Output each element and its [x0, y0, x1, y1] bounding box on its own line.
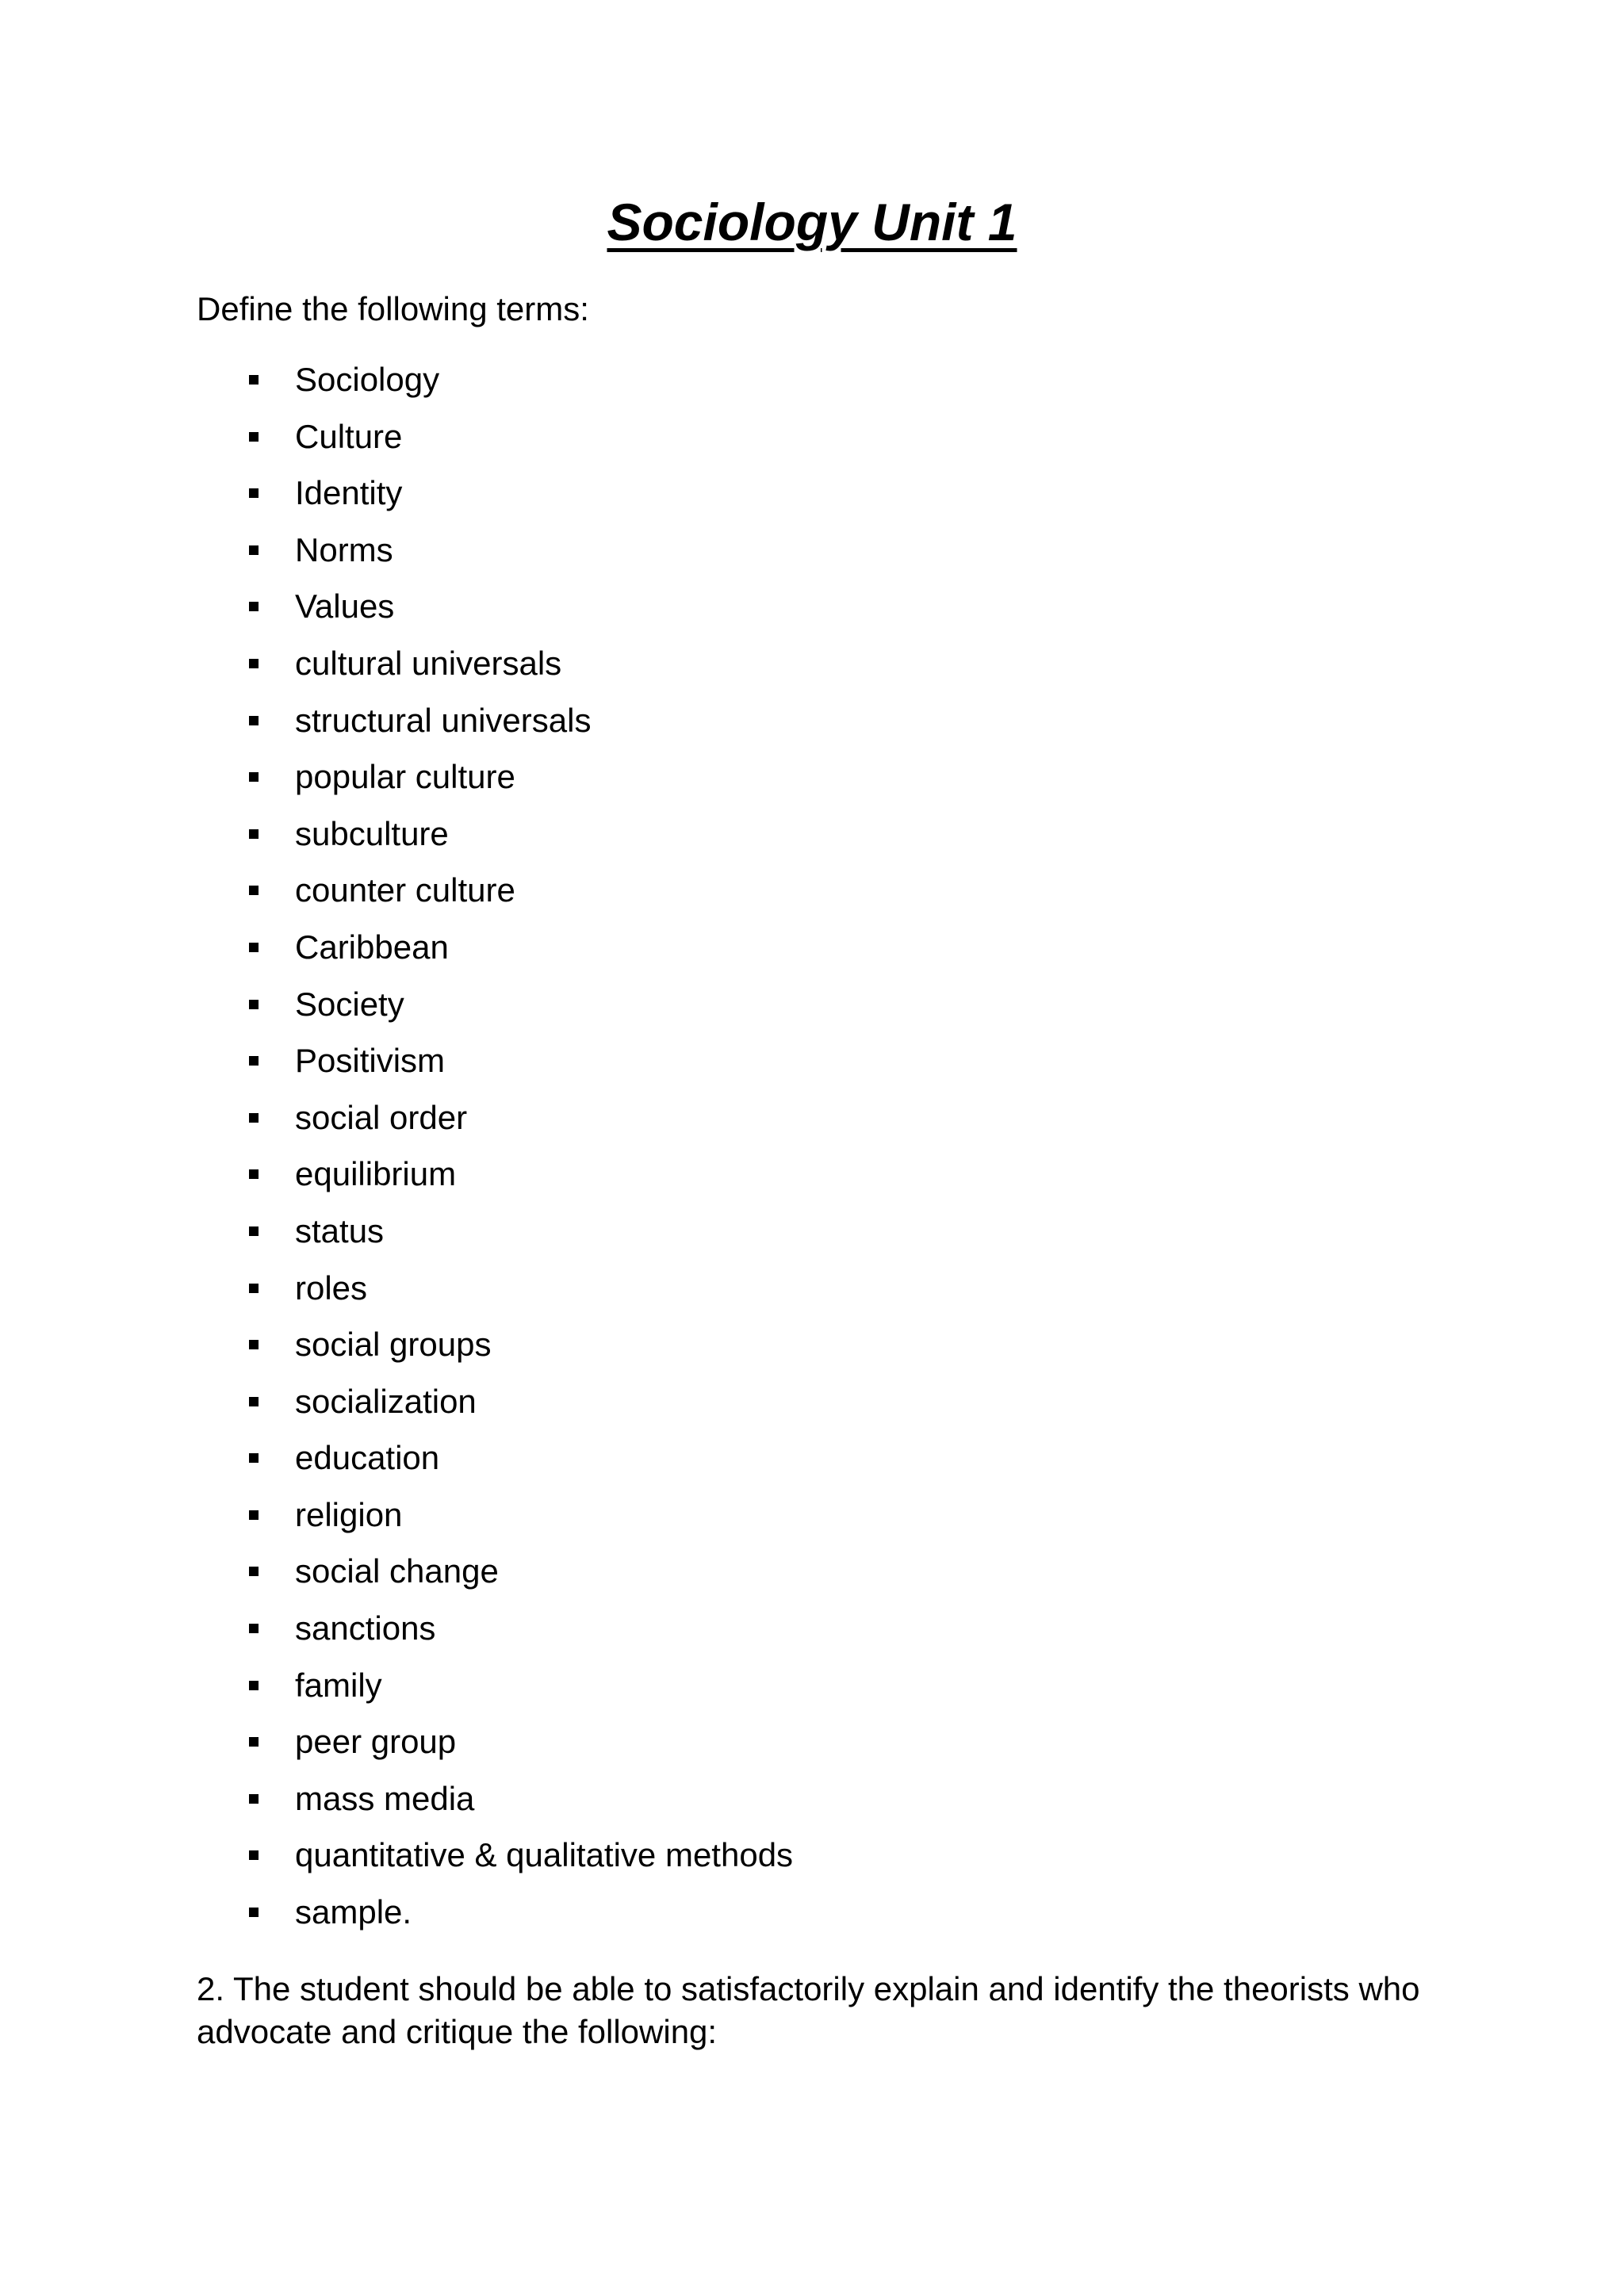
term-list-item — [0, 1890, 1624, 1947]
term-label: Positivism — [295, 1042, 446, 1080]
term-label: social change — [295, 1552, 499, 1590]
term-list-item — [0, 1720, 1624, 1777]
square-bullet-icon — [249, 886, 259, 895]
term-label: subculture — [295, 814, 449, 852]
square-bullet-icon — [249, 1284, 259, 1293]
term-list-item — [0, 1833, 1624, 1890]
term-list-item — [0, 358, 1624, 415]
square-bullet-icon — [249, 375, 259, 385]
term-list-item — [0, 755, 1624, 812]
term-label: social order — [295, 1098, 468, 1136]
term-label: cultural universals — [295, 644, 562, 682]
square-bullet-icon — [249, 943, 259, 952]
square-bullet-icon — [249, 432, 259, 442]
term-list-item — [0, 868, 1624, 925]
square-bullet-icon — [249, 1056, 259, 1066]
term-list-item — [0, 1493, 1624, 1550]
term-list-item — [0, 982, 1624, 1039]
square-bullet-icon — [249, 1113, 259, 1123]
term-label: Caribbean — [295, 928, 449, 966]
term-list-item — [0, 1663, 1624, 1720]
term-list-item — [0, 471, 1624, 528]
square-bullet-icon — [249, 716, 259, 725]
term-list-item — [0, 1436, 1624, 1493]
square-bullet-icon — [249, 1000, 259, 1009]
term-label: popular culture — [295, 758, 515, 796]
square-bullet-icon — [249, 1567, 259, 1576]
term-label: peer group — [295, 1723, 457, 1761]
square-bullet-icon — [249, 1737, 259, 1747]
square-bullet-icon — [249, 1397, 259, 1406]
term-list-item — [0, 1096, 1624, 1153]
square-bullet-icon — [249, 1340, 259, 1349]
square-bullet-icon — [249, 545, 259, 555]
term-label: status — [295, 1211, 385, 1249]
square-bullet-icon — [249, 1169, 259, 1179]
term-list-item — [0, 1039, 1624, 1096]
square-bullet-icon — [249, 602, 259, 611]
intro-text: Define the following terms: — [197, 290, 589, 327]
term-label: equilibrium — [295, 1155, 457, 1193]
square-bullet-icon — [249, 1794, 259, 1804]
term-label: counter culture — [295, 871, 515, 909]
square-bullet-icon — [249, 1226, 259, 1236]
term-label: Identity — [295, 474, 403, 512]
term-list-item — [0, 1777, 1624, 1834]
term-label: structural universals — [295, 701, 592, 739]
term-label: social groups — [295, 1326, 492, 1364]
term-label: Society — [295, 985, 404, 1023]
term-label: Culture — [295, 417, 403, 455]
term-list-item — [0, 812, 1624, 869]
term-list-item — [0, 1606, 1624, 1663]
square-bullet-icon — [249, 1510, 259, 1520]
terms-list — [0, 358, 1624, 1947]
term-list-item — [0, 1549, 1624, 1606]
term-label: mass media — [295, 1779, 475, 1817]
term-list-item — [0, 1266, 1624, 1323]
term-label: Norms — [295, 530, 393, 568]
question-2-text: 2. The student should be able to satisfactorily explain and identify the theorists who advocate and critique the following: — [197, 1970, 1420, 2050]
term-list-item — [0, 1322, 1624, 1380]
term-list-item — [0, 698, 1624, 756]
square-bullet-icon — [249, 1453, 259, 1463]
term-label: religion — [295, 1495, 403, 1533]
term-label: family — [295, 1666, 382, 1704]
term-label: quantitative & qualitative methods — [295, 1836, 794, 1874]
square-bullet-icon — [249, 1681, 259, 1690]
term-label: socialization — [295, 1382, 477, 1420]
term-list-item — [0, 528, 1624, 585]
square-bullet-icon — [249, 1850, 259, 1860]
document-title: Sociology Unit 1 — [607, 193, 1017, 251]
term-label: sanctions — [295, 1609, 436, 1647]
term-list-item — [0, 641, 1624, 698]
term-label: Values — [295, 587, 395, 626]
term-list-item — [0, 415, 1624, 472]
term-list-item — [0, 1209, 1624, 1266]
term-label: sample. — [295, 1893, 412, 1931]
term-list-item — [0, 584, 1624, 641]
square-bullet-icon — [249, 829, 259, 839]
term-list-item — [0, 1380, 1624, 1437]
square-bullet-icon — [249, 772, 259, 782]
term-list-item — [0, 1152, 1624, 1209]
square-bullet-icon — [249, 488, 259, 498]
square-bullet-icon — [249, 1908, 259, 1917]
square-bullet-icon — [249, 659, 259, 668]
term-list-item — [0, 925, 1624, 982]
term-label: roles — [295, 1269, 368, 1307]
square-bullet-icon — [249, 1624, 259, 1633]
term-label: Sociology — [295, 361, 440, 398]
term-label: education — [295, 1439, 440, 1477]
